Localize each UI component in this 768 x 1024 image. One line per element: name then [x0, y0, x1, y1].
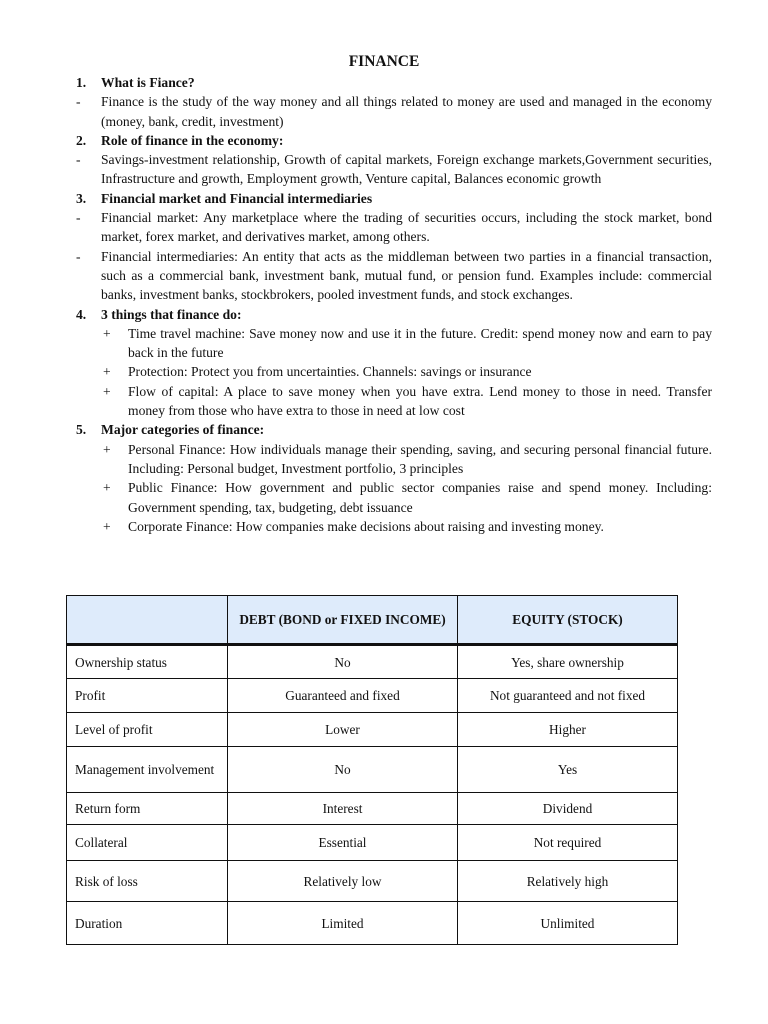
dash-marker: - [76, 152, 81, 168]
row-label: Collateral [67, 825, 228, 861]
plus-marker: + [103, 325, 111, 341]
table-header-row [67, 596, 678, 645]
dash-item [76, 150, 712, 189]
row-label: Duration [67, 902, 228, 945]
row-label: Risk of loss [67, 861, 228, 902]
dash-marker: - [76, 248, 81, 264]
section-heading-2 [76, 131, 712, 150]
dash-item-text: Financial market: Any marketplace where the trading of securities occurs, including the stock market, bond market, forex market, and derivatives market, among others. [101, 210, 712, 245]
header-debt: DEBT (BOND or FIXED INCOME) [228, 596, 458, 645]
dash-marker: - [76, 94, 81, 110]
debt-cell: Essential [228, 825, 458, 861]
section-heading-3 [76, 189, 712, 208]
equity-cell: Yes, share ownership [458, 645, 678, 679]
plus-marker: + [103, 383, 111, 399]
plus-item [76, 362, 712, 381]
plus-item-text: Flow of capital: A place to save money when you have extra. Lend money to those in need. Transfer money from those who have extra to those in need at low cost [128, 383, 712, 419]
debt-cell: No [228, 747, 458, 793]
row-label: Management involvement [67, 747, 228, 793]
plus-item-text: Personal Finance: How individuals manage their spending, saving, and securing personal financial future. Including: Personal budget, Investment portfolio, 3 principles [128, 441, 712, 476]
equity-cell: Dividend [458, 793, 678, 825]
header-blank-cell [67, 596, 228, 645]
section-heading-text: 3 things that finance do: [101, 306, 242, 322]
section-number: 5. [76, 422, 87, 438]
table-row [67, 861, 678, 902]
equity-cell: Not required [458, 825, 678, 861]
plus-item [76, 382, 712, 421]
section-heading-1 [76, 73, 712, 92]
table-row [67, 902, 678, 945]
section-heading-5 [76, 420, 712, 439]
dash-item-text: Financial intermediaries: An entity that acts as the middleman between two parties in a financial transaction, such as a commercial bank, investment bank, mutual fund, or pension fund. Examples include: commercial banks, investment banks, stockbrokers, pooled investment funds, and stock exchanges. [101, 248, 712, 303]
plus-marker: + [103, 480, 111, 496]
header-equity: EQUITY (STOCK) [458, 596, 678, 645]
plus-item-text: Time travel machine: Save money now and use it in the future. Credit: spend money now and earn to pay back in the future [128, 325, 712, 361]
table-row [67, 825, 678, 861]
equity-cell: Higher [458, 713, 678, 747]
dash-item [76, 92, 712, 131]
section-number: 4. [76, 306, 87, 322]
section-number: 3. [76, 190, 87, 206]
plus-item [76, 478, 712, 517]
table-row [67, 793, 678, 825]
debt-cell: Guaranteed and fixed [228, 679, 458, 713]
plus-item-text: Protection: Protect you from uncertainties. Channels: savings or insurance [128, 364, 532, 380]
row-label: Level of profit [67, 713, 228, 747]
section-heading-text: Role of finance in the economy: [101, 132, 284, 148]
debt-cell: Interest [228, 793, 458, 825]
document-body [76, 73, 712, 536]
table-row [67, 713, 678, 747]
plus-marker: + [103, 364, 111, 380]
plus-item [76, 440, 712, 479]
dash-item [76, 247, 712, 305]
section-number: 1. [76, 75, 87, 90]
section-heading-4 [76, 305, 712, 324]
equity-cell: Unlimited [458, 902, 678, 945]
equity-cell: Yes [458, 747, 678, 793]
document-title: FINANCE [348, 53, 420, 70]
table-row [67, 747, 678, 793]
plus-item-text: Public Finance: How government and public sector companies raise and spend money. Including: Government spending, tax, budgeting, debt issuance [128, 480, 712, 515]
dash-item-text: Savings-investment relationship, Growth of capital markets, Foreign exchange markets,Government securities, Infrastructure and growth, Employment growth, Venture capital, Balances economic growth [101, 152, 712, 187]
section-heading-text: What is Fiance? [101, 75, 195, 90]
plus-item-text: Corporate Finance: How companies make decisions about raising and investing money. [128, 518, 604, 534]
debt-cell: Limited [228, 902, 458, 945]
section-number: 2. [76, 132, 87, 148]
plus-item [76, 517, 712, 536]
row-label: Profit [67, 679, 228, 713]
table-row [67, 645, 678, 679]
dash-item-text: Finance is the study of the way money and all things related to money are used and managed in the economy (money, bank, credit, investment) [101, 94, 712, 129]
row-label: Return form [67, 793, 228, 825]
section-heading-text: Major categories of finance: [101, 422, 265, 438]
equity-cell: Not guaranteed and not fixed [458, 679, 678, 713]
dash-item [76, 208, 712, 247]
debt-equity-comparison-table [66, 595, 678, 945]
debt-cell: No [228, 645, 458, 679]
plus-marker: + [103, 441, 111, 457]
row-label: Ownership status [67, 645, 228, 679]
section-heading-text: Financial market and Financial intermediaries [101, 190, 373, 206]
plus-marker: + [103, 518, 111, 534]
plus-item [76, 324, 712, 363]
dash-marker: - [76, 210, 81, 226]
debt-cell: Lower [228, 713, 458, 747]
equity-cell: Relatively high [458, 861, 678, 902]
debt-cell: Relatively low [228, 861, 458, 902]
table-row [67, 679, 678, 713]
